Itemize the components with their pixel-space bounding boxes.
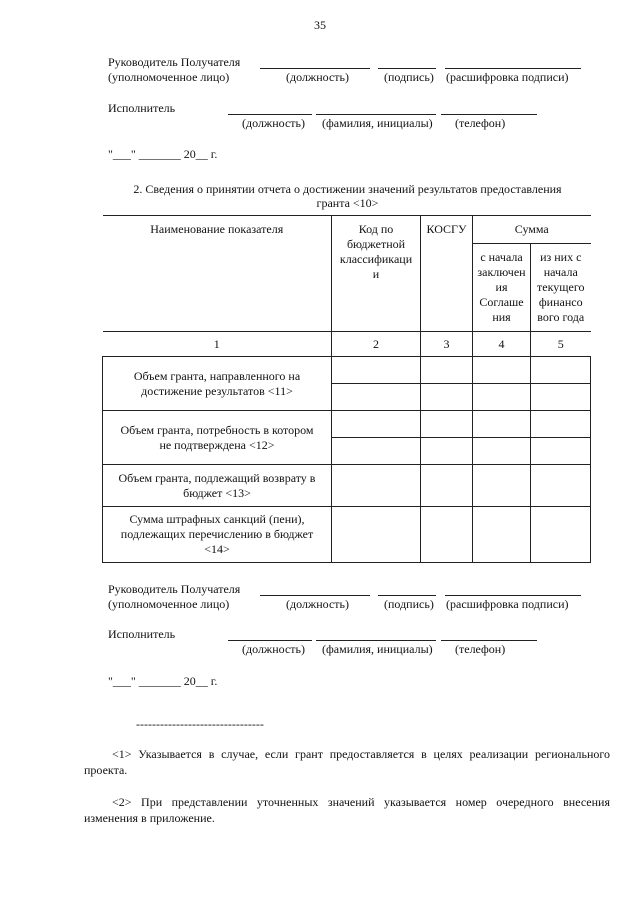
header-since-start: [473, 244, 531, 332]
exec-name-line: [316, 640, 436, 641]
table-cell: [473, 465, 531, 507]
header-code-line2: бюджетной: [346, 237, 406, 251]
header-indicator: Наименование показателя: [103, 216, 332, 332]
row-label-line: бюджет <13>: [183, 485, 251, 500]
row-label: [103, 357, 332, 411]
signature-caption: (подпись): [384, 597, 434, 611]
footnote-2-text: <2> При представлении уточненных значений указывается номер очередного внесения изменения в приложение.: [84, 795, 610, 825]
header-code-line3: классификаци: [339, 252, 413, 266]
table-cell: [473, 384, 531, 411]
signature-caption: (подпись): [384, 70, 434, 84]
signature-line: [378, 595, 436, 596]
table-cell: [473, 438, 531, 465]
position-line: [260, 595, 370, 596]
position-line: [260, 68, 370, 69]
row-label: [103, 411, 332, 465]
column-number-5: 5: [531, 332, 591, 357]
column-number-4: 4: [473, 332, 531, 357]
header-code: [332, 216, 421, 332]
decode-line: [445, 68, 581, 69]
exec-position-caption: (должность): [242, 116, 305, 130]
row-label-line: Объем гранта, подлежащий возврату в: [118, 470, 316, 485]
since-start-line1: с начала: [480, 250, 523, 264]
table-cell: [421, 357, 473, 384]
decode-line: [445, 595, 581, 596]
footnote-2: [84, 794, 610, 826]
table-cell: [421, 411, 473, 438]
table-cell: [332, 465, 421, 507]
since-start-line3: ия: [495, 280, 508, 294]
executor-label: Исполнитель: [108, 101, 176, 115]
table-cell: [332, 411, 421, 438]
header-sum: Сумма: [473, 216, 591, 244]
row-label-line: <14>: [204, 542, 230, 556]
table-cell: [531, 438, 591, 465]
table-cell: [332, 357, 421, 384]
exec-position-caption: (должность): [242, 642, 305, 656]
results-acceptance-table: [102, 215, 591, 563]
position-caption: (должность): [286, 70, 349, 84]
header-current-year: [531, 244, 591, 332]
table-cell: [332, 507, 421, 563]
table-cell: [531, 357, 591, 384]
table-cell: [421, 507, 473, 563]
column-number-1: 1: [103, 332, 332, 357]
exec-name-caption: (фамилия, инициалы): [322, 642, 433, 656]
footnote-1: [84, 746, 610, 778]
section-title-line2: гранта <10>: [316, 196, 379, 210]
section-title-line1: 2. Сведения о принятии отчета о достижении значений результатов предоставления: [133, 182, 562, 196]
table-cell: [531, 384, 591, 411]
table-cell: [531, 465, 591, 507]
decode-caption: (расшифровка подписи): [446, 70, 569, 84]
signature-line: [378, 68, 436, 69]
current-year-line4: финансо: [538, 295, 583, 309]
row-label-line: Объем гранта, направленного на: [133, 368, 301, 383]
row-label: [103, 507, 332, 563]
decode-caption: (расшифровка подписи): [446, 597, 569, 611]
row-label: [103, 465, 332, 507]
table-cell: [531, 507, 591, 563]
table-cell: [531, 411, 591, 438]
date-line: "___" _______ 20__ г.: [108, 147, 218, 161]
current-year-line3: текущего: [537, 280, 585, 294]
table-cell: [421, 465, 473, 507]
row-label-line: подлежащих перечислению в бюджет: [120, 527, 314, 541]
position-caption: (должность): [286, 597, 349, 611]
header-kosgu: КОСГУ: [421, 216, 473, 332]
exec-phone-line: [441, 640, 537, 641]
exec-phone-caption: (телефон): [455, 642, 506, 656]
table-cell: [332, 384, 421, 411]
head-sublabel: (уполномоченное лицо): [108, 597, 230, 611]
table-cell: [332, 438, 421, 465]
table-cell: [421, 438, 473, 465]
table-row: [103, 357, 591, 384]
exec-position-line: [228, 640, 312, 641]
exec-position-line: [228, 114, 312, 115]
head-label: Руководитель Получателя: [108, 55, 241, 69]
table-row: [103, 411, 591, 438]
exec-phone-caption: (телефон): [455, 116, 506, 130]
table-row: [103, 465, 591, 507]
exec-name-caption: (фамилия, инициалы): [322, 116, 433, 130]
column-number-2: 2: [332, 332, 421, 357]
since-start-line5: ния: [492, 310, 511, 324]
table-cell: [473, 357, 531, 384]
executor-label: Исполнитель: [108, 627, 176, 641]
header-code-line1: Код по: [358, 222, 394, 236]
exec-name-line: [316, 114, 436, 115]
table-cell: [421, 384, 473, 411]
exec-phone-line: [441, 114, 537, 115]
head-sublabel: (уполномоченное лицо): [108, 70, 230, 84]
current-year-line1: из них с: [540, 250, 582, 264]
row-label-line: достижение результатов <11>: [141, 383, 293, 398]
footnote-separator: --------------------------------: [136, 717, 264, 731]
row-label-line: Сумма штрафных санкций (пени),: [129, 512, 305, 526]
page-number: 35: [314, 18, 326, 32]
header-code-line4: и: [372, 267, 380, 281]
table-cell: [473, 411, 531, 438]
current-year-line2: начала: [543, 265, 578, 279]
row-label-line: Объем гранта, потребность в котором: [120, 422, 314, 437]
row-label-line: не подтверждена <12>: [159, 437, 275, 452]
since-start-line2: заключен: [477, 265, 526, 279]
table-row: [103, 507, 591, 563]
head-label: Руководитель Получателя: [108, 582, 241, 596]
column-number-3: 3: [421, 332, 473, 357]
current-year-line5: вого года: [537, 310, 585, 324]
footnote-1-text: <1> Указывается в случае, если грант предоставляется в целях реализации регионального проекта.: [84, 747, 610, 777]
since-start-line4: Соглаше: [479, 295, 524, 309]
date-line: "___" _______ 20__ г.: [108, 674, 218, 688]
table-cell: [473, 507, 531, 563]
